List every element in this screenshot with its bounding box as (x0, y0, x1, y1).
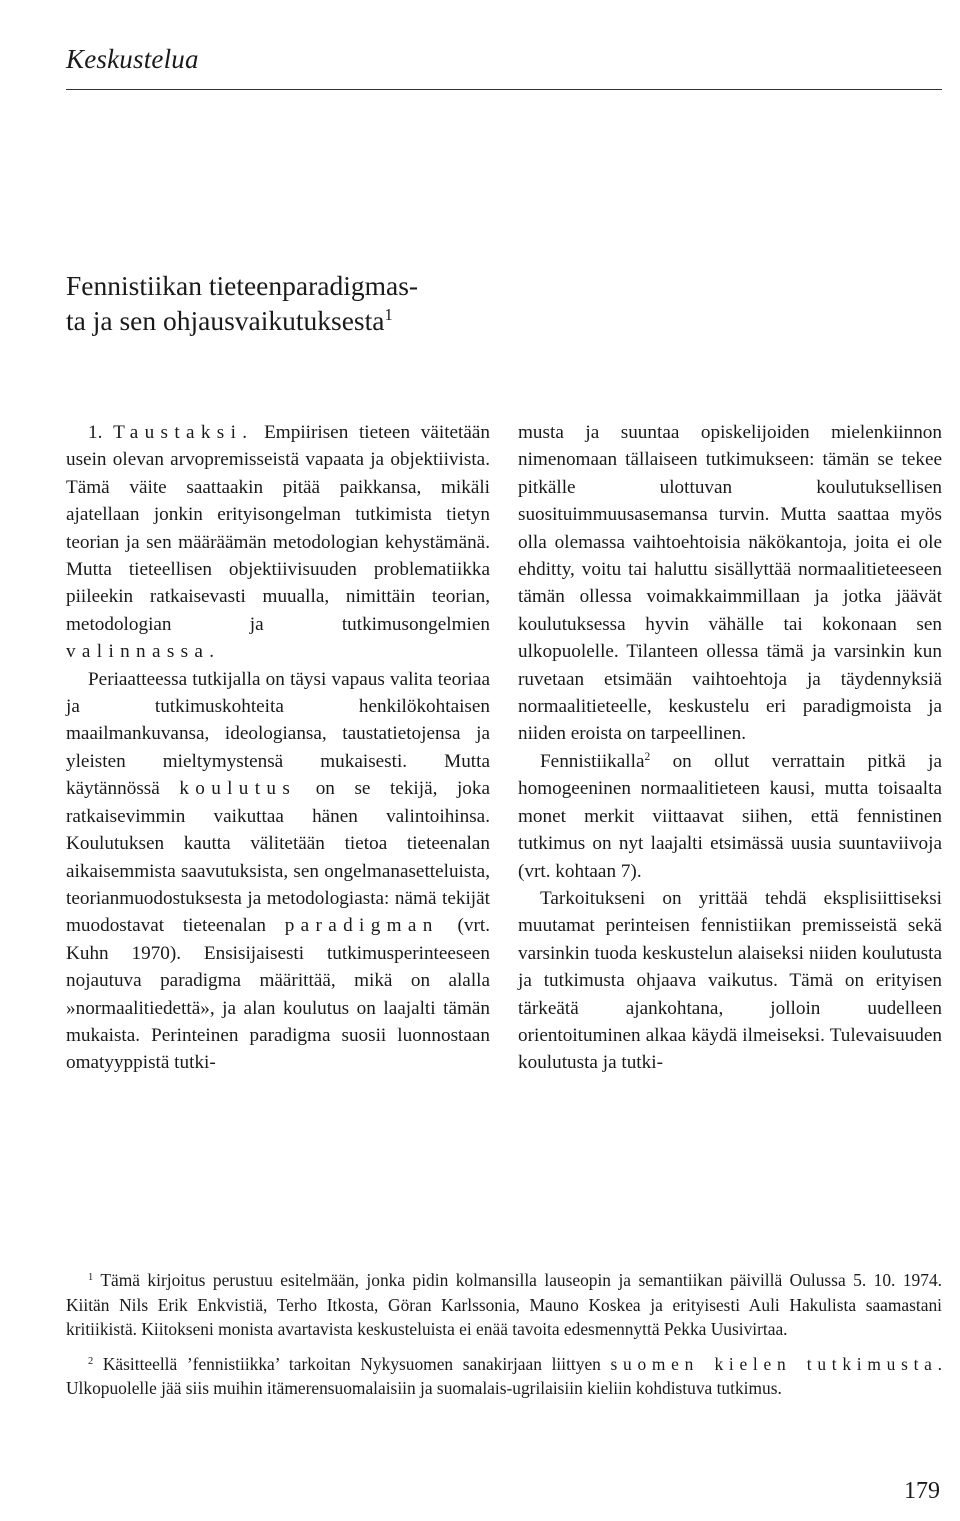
spaced-emphasis: Taustaksi. (113, 422, 254, 443)
footnote-marker: 2 (88, 1355, 94, 1367)
paragraph (66, 666, 490, 1077)
text-run: . Ulkopuolelle jää siis muihin itämerensuomalaisiin ja suomalais-ugrilaisiin kieliin kohdistuva tutkimus. (66, 1353, 942, 1398)
spaced-emphasis: paradigman (284, 915, 439, 937)
text-run: Periaatteessa tutkijalla on täysi vapaus valita teoriaa ja tutkimuskohteita henkilökohtaisen maailmankuvansa, ideologiansa, taustatietojensa ja yleisten mieltymystensä mukaisesti. Mutta käytännössä (66, 668, 490, 800)
spaced-emphasis: suomen kielen tutkimusta (610, 1353, 938, 1374)
article-title (66, 268, 536, 338)
section-label: Keskustelua (66, 44, 199, 74)
title-line-2: ta ja sen ohjausvaikutuksesta (66, 305, 385, 336)
right-column (518, 419, 942, 1077)
text-run: Fennistiikalla (540, 750, 645, 772)
title-footnote-marker: 1 (384, 305, 393, 325)
text-run: on ollut verrattain pitkä ja homogeeninen normaalitieteen kausi, mutta toisaalta monet merkit viittaavat siihen, että fennistinen tutkimus on nyt laajalti etsimässä uusia suuntaviivoja (vrt. kohtaan 7). (518, 750, 942, 882)
text-run: 1. (88, 422, 114, 443)
left-column (66, 419, 490, 1077)
footnotes (66, 1268, 942, 1411)
paragraph (518, 748, 942, 885)
footnote-marker: 2 (644, 750, 651, 763)
paragraph: musta ja suuntaa opiskelijoiden mielenkiinnon nimenomaan tällaiseen tutkimukseen: tämän se tekee pitkälle ulottuvan koulutuksellisen suosituimmuusasemansa turvin. Mutta saattaa myös olla olemassa vaihtoehtoisia näkökantoja, joita ei ole ehditty, voitu tai haluttu sisällyttää normaalitieteeseen tämän ollessa voimakkaimmillaan ja jotka jäävät koulutuksessa hyvin vähälle tai kokonaan sen ulkopuolelle. Tilanteen ollessa tämä ja varsinkin kun ruvetaan etsimään vaihtoehtoja ja täydennyksiä normaalitieteelle, keskustelu eri paradigmoista ja niiden eroista on tarpeellinen. (518, 422, 942, 745)
paragraph (66, 419, 490, 666)
text-run: Käsitteellä ’fennistiikka’ tarkoitan Nykysuomen sanakirjaan liittyen (93, 1353, 611, 1374)
paragraph: Tarkoitukseni on yrittää tehdä eksplisiittiseksi muutamat perinteisen fennistiikan premisseistä sekä varsinkin tuoda keskustelun alaiseksi niiden koulutusta ja tutkimusta ohjaava vaikutus. Tämä on erityisen tärkeätä ajankohtana, jolloin uudelleen orientoituminen alkaa käydä ilmeiseksi. Tulevaisuuden koulutusta ja tutki- (518, 887, 942, 1074)
spaced-emphasis: koulutus (179, 778, 297, 800)
text-run: Tämä kirjoitus perustuu esitelmään, jonka pidin kolmansilla lauseopin ja semantiikan päivillä Oulussa 5. 10. 1974. Kiitän Nils Erik Enkvistiä, Terho Itkosta, Göran Karlssonia, Mauno Koskea ja erityisesti Auli Hakulista saamastani kritiikistä. Kiitokseni monista avartavista keskusteluista ei enää tavoita edesmennyttä Pekka Uusivirtaa. (66, 1270, 942, 1339)
footnote-marker: 1 (88, 1271, 94, 1283)
text-run: (vrt. Kuhn 1970). Ensisijaisesti tutkimusperinteeseen nojautuva paradigma määrittää, mikä on alalla »normaalitiedettä», ja alan koulutus on laajalti tämän mukaista. Perinteinen paradigma suosii luonnostaan omatyyppistä tutki- (66, 915, 490, 1074)
title-line-1: Fennistiikan tieteenparadigmas- (66, 270, 419, 301)
header-rule (66, 89, 942, 90)
text-run: . (209, 641, 215, 663)
page-number: 179 (904, 1478, 940, 1504)
spaced-emphasis: valinnassa (66, 641, 210, 663)
text-run: Empiirisen tieteen väitetään usein olevan arvopremisseistä vapaata ja objektiivista. Tämä väite saattaakin pitää paikkansa, mikäli ajatellaan jonkin erityisongelman tutkimista tietyn teorian ja sen määräämän metodologian kehystämänä. Mutta tieteellisen objektiivisuuden problematiikka piileekin ratkaisevasti muualla, nimittäin teorian, metodologian ja tutkimusongelmien (66, 422, 490, 635)
text-run: on se tekijä, joka ratkaisevimmin vaikuttaa hänen valintoihinsa. Koulutuksen kautta välitetään tietoa tieteenalan aikaisemmista saavutuksista, sen ongelmanasetteluista, teorianmuodostuksesta ja metodologiasta: nämä tekijät muodostavat tieteenalan (66, 778, 490, 937)
footnote-2 (66, 1352, 942, 1401)
footnote-1 (66, 1268, 942, 1342)
